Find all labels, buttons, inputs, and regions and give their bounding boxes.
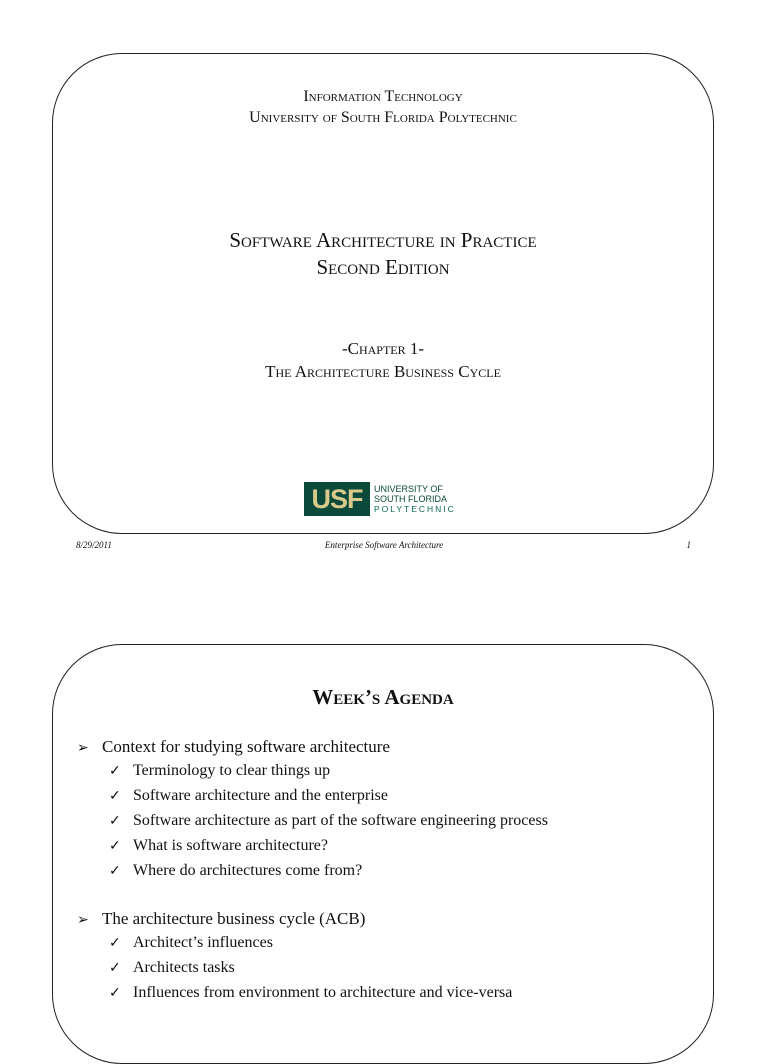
item-text: Where do architectures come from? <box>133 862 363 879</box>
footer-page-number: 1 <box>686 540 691 550</box>
arrow-bullet-icon: ➢ <box>77 741 89 756</box>
checkmark-icon: ✓ <box>109 986 121 1001</box>
list-item <box>77 837 548 862</box>
institution-block <box>53 86 713 128</box>
section-text: The architecture business cycle (ACB) <box>102 909 366 928</box>
title-line-1: Software Architecture in Practice <box>229 228 537 252</box>
item-text: Architects tasks <box>133 959 235 976</box>
list-item <box>77 909 548 934</box>
list-item <box>77 934 548 959</box>
logo-line-1: UNIVERSITY OF <box>374 484 443 494</box>
list-item <box>77 812 548 837</box>
list-item <box>77 984 548 1009</box>
checkmark-icon: ✓ <box>109 814 121 829</box>
footer-date: 8/29/2011 <box>76 540 112 550</box>
item-text: Software architecture as part of the software engineering process <box>133 812 548 829</box>
institution-line-1: Information Technology <box>303 88 463 105</box>
footer-course: Enterprise Software Architecture <box>324 540 444 550</box>
list-item <box>77 762 548 787</box>
item-text: Terminology to clear things up <box>133 762 331 779</box>
usf-logo-text <box>374 484 456 514</box>
checkmark-icon: ✓ <box>109 864 121 879</box>
list-item <box>77 787 548 812</box>
list-item <box>77 737 548 762</box>
arrow-bullet-icon: ➢ <box>77 913 89 928</box>
item-text: What is software architecture? <box>133 837 329 854</box>
slide-title <box>53 227 713 281</box>
usf-logo-mark: USF <box>304 482 370 516</box>
checkmark-icon: ✓ <box>109 839 121 854</box>
logo-line-3: POLYTECHNIC <box>374 504 456 514</box>
usf-logo <box>304 482 464 516</box>
list-item <box>77 862 548 887</box>
item-text: Architect’s influences <box>133 934 273 951</box>
title-line-2: Second Edition <box>316 255 450 279</box>
agenda-slide <box>52 644 714 1064</box>
section-text: Context for studying software architecture <box>102 737 390 756</box>
checkmark-icon: ✓ <box>109 764 121 779</box>
chapter-block <box>53 337 713 383</box>
institution-line-2: University of South Florida Polytechnic <box>249 109 517 126</box>
agenda-list <box>77 737 548 1009</box>
checkmark-icon: ✓ <box>109 789 121 804</box>
logo-line-2: SOUTH FLORIDA <box>374 494 448 504</box>
list-item <box>77 959 548 984</box>
checkmark-icon: ✓ <box>109 961 121 976</box>
title-slide <box>52 53 714 534</box>
agenda-title: Week’s Agenda <box>312 685 454 709</box>
checkmark-icon: ✓ <box>109 936 121 951</box>
item-text: Software architecture and the enterprise <box>133 787 388 804</box>
chapter-title: The Architecture Business Cycle <box>265 362 501 381</box>
item-text: Influences from environment to architecture and vice-versa <box>133 984 513 1001</box>
chapter-number: -Chapter 1- <box>341 339 425 358</box>
